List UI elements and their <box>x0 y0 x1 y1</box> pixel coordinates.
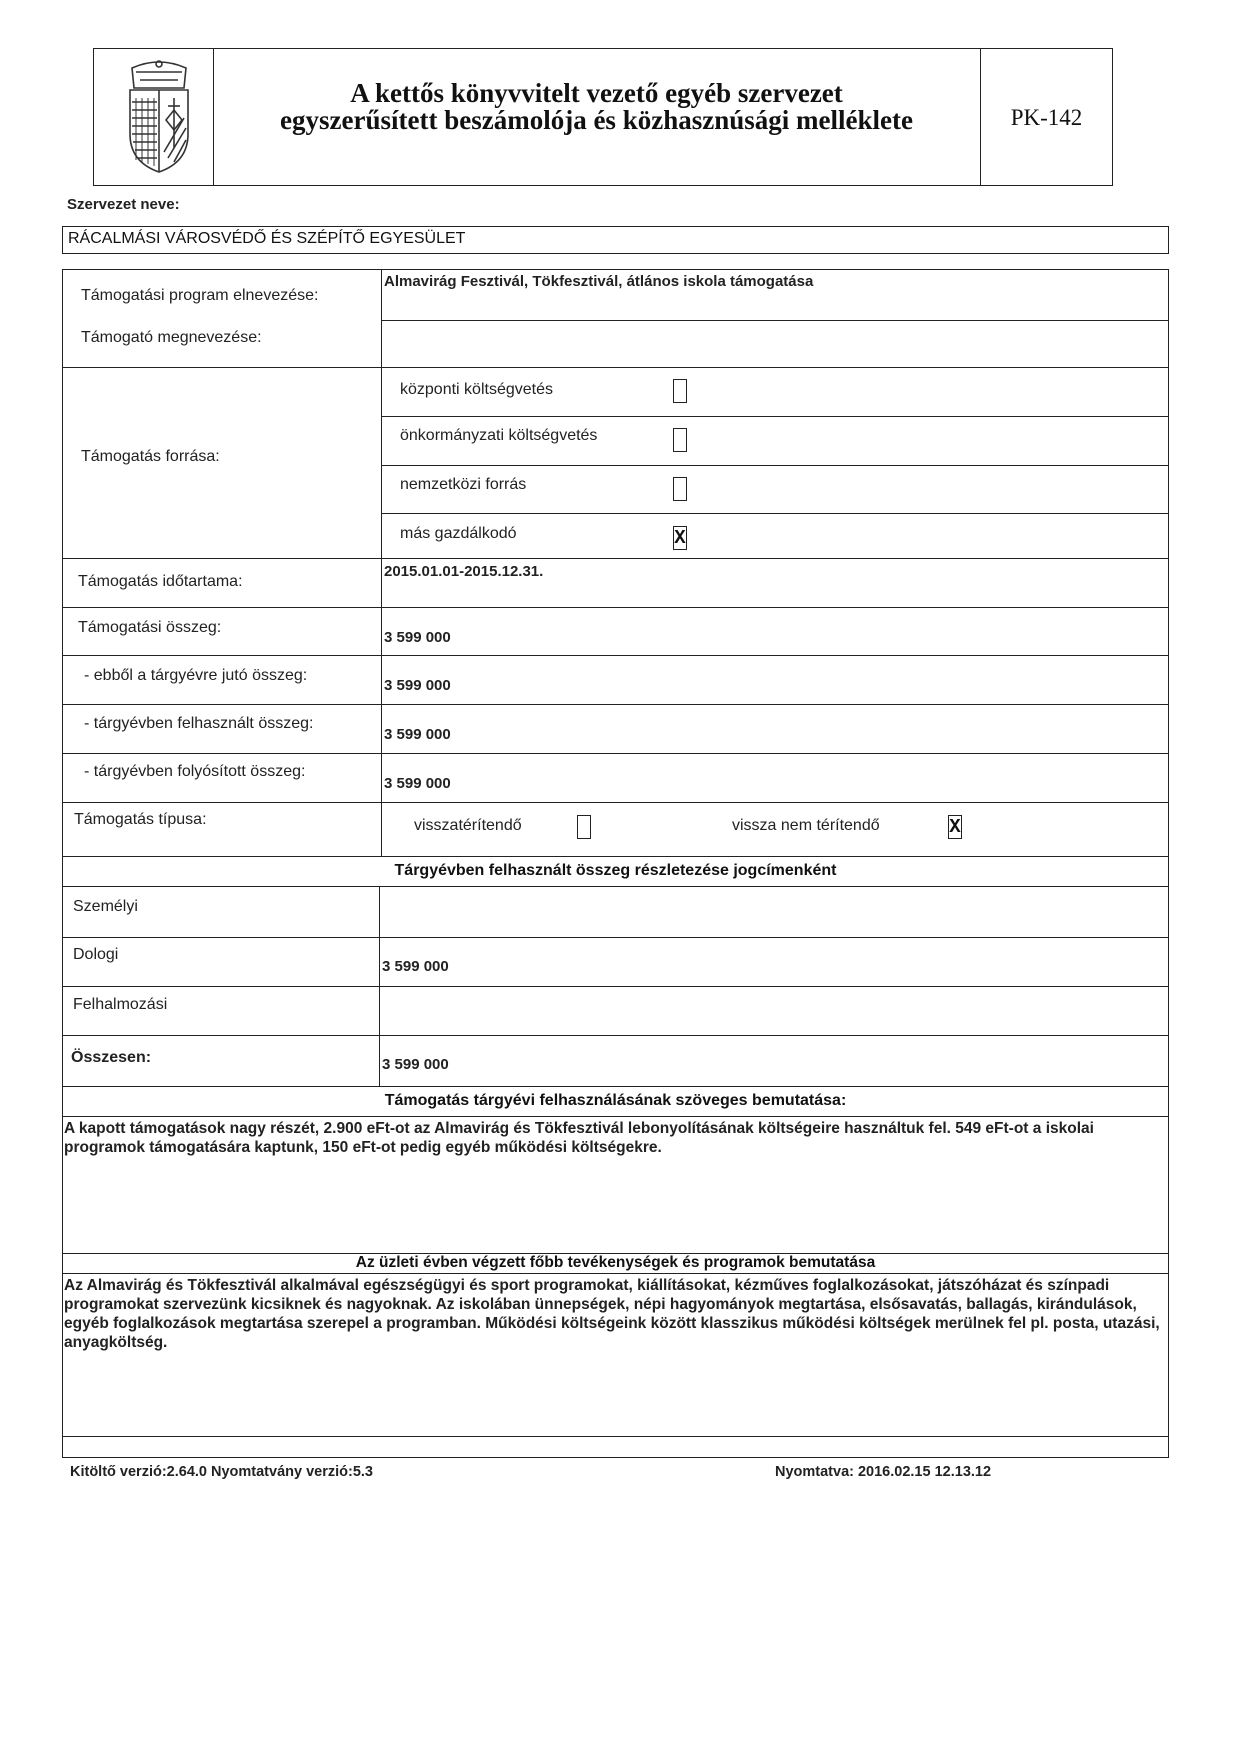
used-amount-value: 3 599 000 <box>384 726 451 743</box>
row-line <box>62 704 1169 705</box>
row-line <box>382 513 1169 514</box>
footer-version: Kitöltő verzió:2.64.0 Nyomtatvány verzió:5.3 <box>70 1464 373 1480</box>
row-line <box>62 886 1169 887</box>
source-checkbox-central[interactable] <box>673 379 687 403</box>
organization-name: RÁCALMÁSI VÁROSVÉDŐ ÉS SZÉPÍTŐ EGYESÜLET <box>68 230 466 247</box>
material-label: Dologi <box>73 946 119 963</box>
row-line <box>382 416 1169 417</box>
type-label: Támogatás típusa: <box>74 811 207 828</box>
row-line <box>62 367 1169 368</box>
row-line <box>62 753 1169 754</box>
row-line <box>382 320 1169 321</box>
year-amount-label: - ebből a tárgyévre jutó összeg: <box>84 667 308 684</box>
type-nonrefundable-label: vissza nem térítendő <box>732 817 880 834</box>
row-line <box>62 655 1169 656</box>
personal-label: Személyi <box>73 898 138 915</box>
row-line <box>62 558 1169 559</box>
row-line <box>62 1035 1169 1036</box>
year-amount-value: 3 599 000 <box>384 677 451 694</box>
material-value: 3 599 000 <box>382 958 449 975</box>
source-label: Támogatás forrása: <box>81 448 220 465</box>
paid-amount-label: - tárgyévben folyósított összeg: <box>84 763 306 780</box>
row-line <box>62 986 1169 987</box>
duration-label: Támogatás időtartama: <box>78 573 243 590</box>
duration-value: 2015.01.01-2015.12.31. <box>384 563 544 580</box>
row-line <box>62 1116 1169 1117</box>
row-line <box>62 937 1169 938</box>
total-value: 3 599 000 <box>382 1056 449 1073</box>
usage-description-text: A kapott támogatások nagy részét, 2.900 eFt-ot az Almavirág és Tökfesztivál lebonyolításának költségeire használtuk fel. 549 eFt-ot a iskolai programok támogatására kaptunk, 150 eFt-ot pedig egyéb működési költségekre. <box>64 1120 1094 1156</box>
source-option-municipal: önkormányzati költségvetés <box>400 427 598 444</box>
source-checkbox-international[interactable] <box>673 477 687 501</box>
supporter-label: Támogató megnevezése: <box>81 329 262 346</box>
usage-description-title: Támogatás tárgyévi felhasználásának szöveges bemutatása: <box>384 1092 847 1109</box>
source-checkbox-other-business[interactable]: X <box>674 527 686 549</box>
total-label: Összesen: <box>71 1049 152 1066</box>
used-amount-label: - tárgyévben felhasznált összeg: <box>84 715 314 732</box>
source-checkbox-municipal[interactable] <box>673 428 687 452</box>
activities-text: Az Almavirág és Tökfesztivál alkalmával egészségügyi és sport programokat, kiállításokat, kézműves foglalkozásokat, játszóházat és színpadi programokat szervezünk kicsiknek és nagyoknak. Az iskolában ünnepségek, népi hagyományok megtartása, elsősavatás, ballagás, kirándulások, egyéb foglalkozások megtartása szerepel a programban. Működési költségeink között klasszikus működési költségek merülnek fel pl. posta, utazási, anyagköltség. <box>64 1277 1160 1351</box>
amount-label: Támogatási összeg: <box>78 619 222 636</box>
program-label: Támogatási program elnevezése: <box>81 287 319 304</box>
form-title-line1: A kettős könyvvitelt vezető egyéb szervezet <box>350 78 843 108</box>
organization-label: Szervezet neve: <box>67 196 180 213</box>
form-title-line2: egyszerűsített beszámolója és közhasznúsági melléklete <box>280 105 913 135</box>
row-line <box>62 1086 1169 1087</box>
accumulation-label: Felhalmozási <box>73 996 168 1013</box>
row-line <box>62 1436 1169 1437</box>
column-divider-top <box>381 269 382 856</box>
coat-of-arms-icon <box>118 58 200 176</box>
type-refundable-label: visszatérítendő <box>414 817 522 834</box>
type-nonrefundable-checkbox[interactable]: X <box>949 816 961 838</box>
source-option-international: nemzetközi forrás <box>400 476 527 493</box>
row-line <box>62 1273 1169 1274</box>
form-code: PK-142 <box>1010 105 1083 130</box>
amount-value: 3 599 000 <box>384 629 451 646</box>
footer-printed: Nyomtatva: 2016.02.15 12.13.12 <box>775 1464 992 1480</box>
row-line <box>62 856 1169 857</box>
paid-amount-value: 3 599 000 <box>384 775 451 792</box>
source-option-central: központi költségvetés <box>400 381 553 398</box>
program-value: Almavirág Fesztivál, Tökfesztivál, átlános iskola támogatása <box>384 273 814 290</box>
source-option-other-business: más gazdálkodó <box>400 525 517 542</box>
breakdown-title: Tárgyévben felhasznált összeg részletezése jogcímenként <box>394 862 837 879</box>
row-line <box>382 465 1169 466</box>
activities-title: Az üzleti évben végzett főbb tevékenységek és programok bemutatása <box>355 1254 876 1271</box>
type-refundable-checkbox[interactable] <box>577 815 591 839</box>
row-line <box>62 607 1169 608</box>
row-line <box>62 802 1169 803</box>
